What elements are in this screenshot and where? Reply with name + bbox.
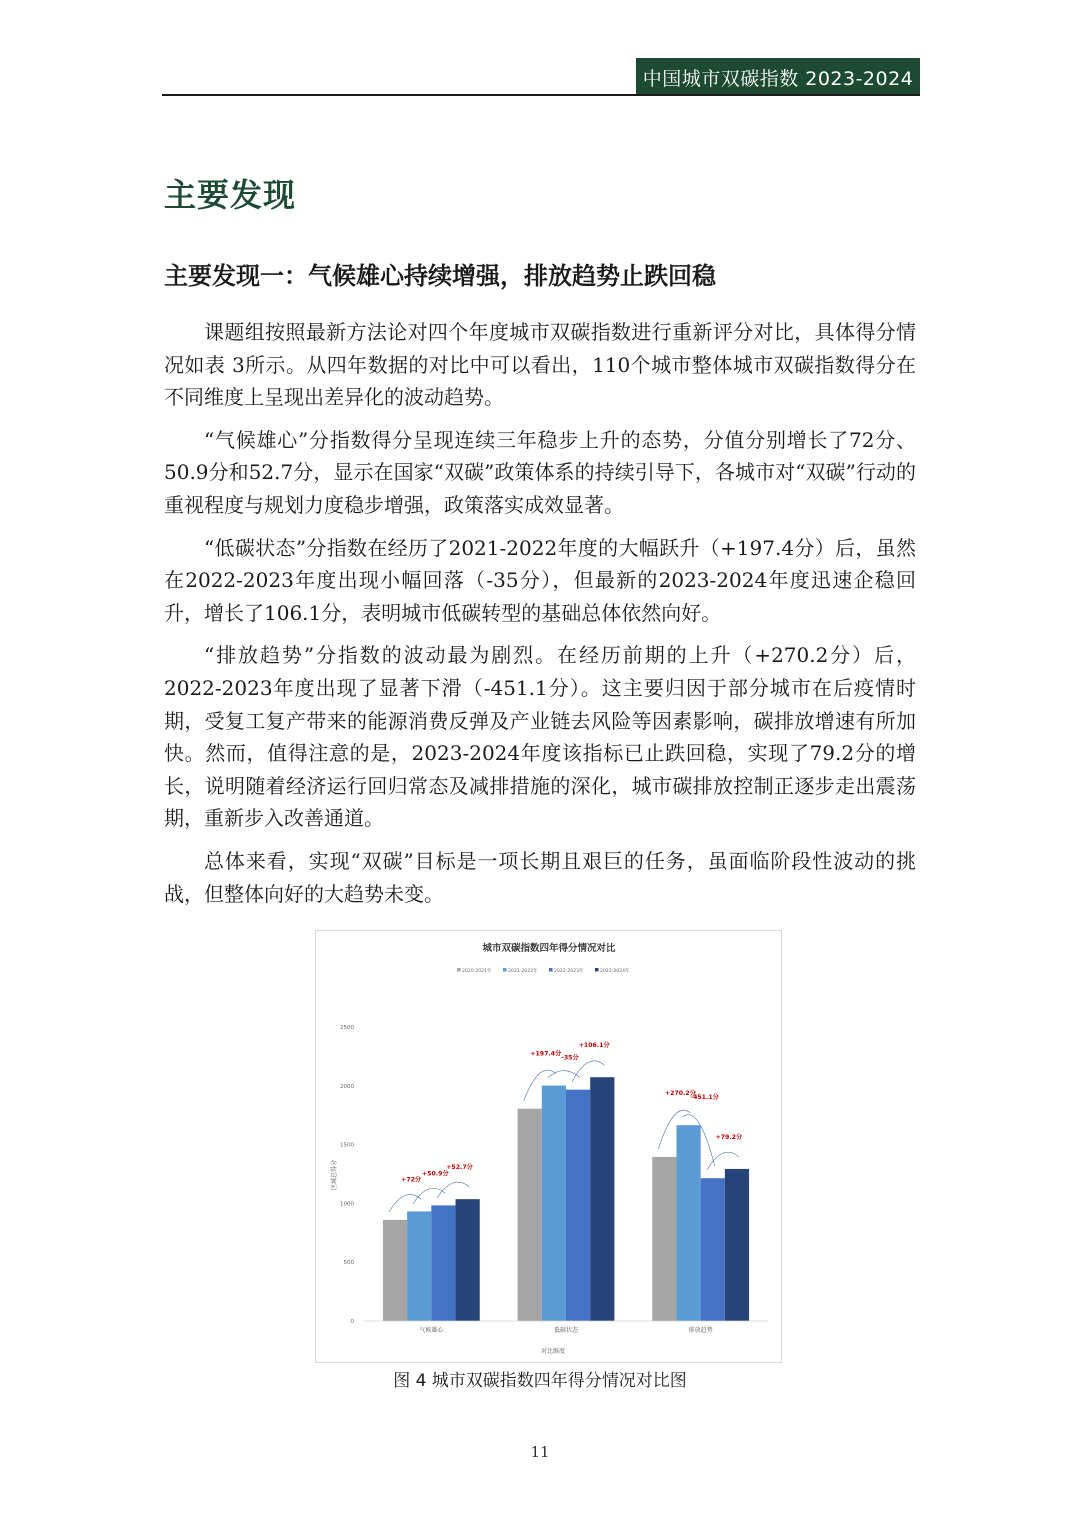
y-tick-label: 2500 xyxy=(340,1025,354,1031)
x-tick-label: 排放趋势 xyxy=(688,1327,713,1334)
paragraph: 课题组按照最新方法论对四个年度城市双碳指数进行重新评分对比，具体得分情况如表 3所示。从四年数据的对比中可以看出，110个城市整体城市双碳指数得分在不同维度上呈现出差异化的波动趋势。 xyxy=(164,320,916,410)
change-label: +79.2分 xyxy=(715,1133,743,1141)
figure-caption: 图 4 城市双碳指数四年得分情况对比图 xyxy=(393,1371,687,1391)
bar xyxy=(383,1220,407,1321)
legend-label: 2023-2024年 xyxy=(600,968,630,974)
bar xyxy=(590,1077,614,1321)
bar xyxy=(407,1211,431,1321)
y-tick-label: 2000 xyxy=(340,1083,354,1090)
bar xyxy=(652,1157,676,1321)
paragraph: “气候雄心”分指数得分呈现连续三年稳步上升的态势，分值分别增长了72分、50.9分和52.7分，显示在国家“双碳”政策体系的持续引导下，各城市对“双碳”行动的重视程度与规划力度稳步增强，政策落实成效显著。 xyxy=(164,427,916,517)
change-label: +52.7分 xyxy=(446,1164,473,1172)
section-title: 主要发现 xyxy=(164,176,297,214)
bar xyxy=(725,1169,749,1321)
change-arc xyxy=(413,1188,445,1203)
legend-swatch xyxy=(457,968,461,972)
x-axis-label: 对比维度 xyxy=(540,1348,566,1355)
legend-swatch xyxy=(503,968,507,972)
bar xyxy=(542,1086,566,1321)
bar-chart xyxy=(316,931,783,1364)
y-tick-label: 0 xyxy=(350,1319,354,1325)
paragraph: 总体来看，实现“双碳”目标是一项长期且艰巨的任务，虽面临阶段性波动的挑战，但整体向好的大趋势未变。 xyxy=(164,848,916,906)
bar xyxy=(676,1125,700,1321)
change-label: +106.1分 xyxy=(578,1042,610,1050)
header-title: 中国城市双碳指数 2023-2024 xyxy=(636,58,920,96)
paragraph: “低碳状态”分指数在经历了2021-2022年度的大幅跃升（+197.4分）后，虽然在2022-2023年度出现小幅回落（-35分），但最新的2023-2024年度迅速企稳回升，增长了106.1分，表明城市低碳转型的基础总体依然向好。 xyxy=(164,535,916,625)
change-arc xyxy=(389,1195,421,1212)
y-tick-label: 500 xyxy=(343,1260,354,1267)
header-rule xyxy=(162,94,920,96)
legend-swatch xyxy=(595,968,599,972)
legend-label: 2022-2023年 xyxy=(554,968,584,974)
bar xyxy=(518,1109,542,1321)
x-axis xyxy=(364,1321,768,1334)
y-axis-label: 区域总得分 xyxy=(331,1159,338,1191)
x-tick-label: 气候雄心 xyxy=(419,1327,444,1334)
change-label: +197.4分 xyxy=(530,1050,562,1058)
legend-swatch xyxy=(549,968,553,972)
y-tick-label: 1500 xyxy=(340,1142,354,1149)
bar xyxy=(566,1090,590,1321)
y-tick-label: 1000 xyxy=(340,1201,354,1208)
y-axis xyxy=(340,1025,355,1325)
bar xyxy=(701,1178,725,1321)
page-number: 11 xyxy=(530,1443,550,1461)
x-tick-label: 低碳状态 xyxy=(553,1327,579,1334)
legend-label: 2021-2022年 xyxy=(508,968,538,974)
change-label: +50.9分 xyxy=(422,1170,449,1178)
chart-legend xyxy=(457,967,630,974)
body-text xyxy=(164,316,916,920)
bars xyxy=(383,1077,749,1321)
change-label: +72分 xyxy=(401,1176,422,1184)
bar xyxy=(456,1199,480,1321)
change-label: +270.2分 xyxy=(664,1090,696,1098)
legend-label: 2020-2021年 xyxy=(462,968,492,974)
change-label: -35分 xyxy=(561,1054,579,1062)
paragraph: “排放趋势”分指数的波动最为剧烈。在经历前期的上升（+270.2分）后，2022-2023年度出现了显著下滑（-451.1分）。这主要归因于部分城市在后疫情时期，受复工复产带来的能源消费反弹及产业链去风险等因素影响，碳排放增速有所加快。然而，值得注意的是，2023-2024年度该指标已止跌回稳，实现了79.2分的增长，说明随着经济运行回归常态及减排措施的深化，城市碳排放控制正逐步走出震荡期，重新步入改善通道。 xyxy=(164,643,916,831)
bar xyxy=(431,1205,455,1321)
change-arc xyxy=(437,1182,469,1197)
chart-title: 城市双碳指数四年得分情况对比 xyxy=(482,943,616,954)
change-label: -451.1分 xyxy=(690,1094,719,1102)
subsection-title: 主要发现一：气候雄心持续增强，排放趋势止跌回稳 xyxy=(164,262,716,290)
chart-frame xyxy=(315,930,782,1363)
